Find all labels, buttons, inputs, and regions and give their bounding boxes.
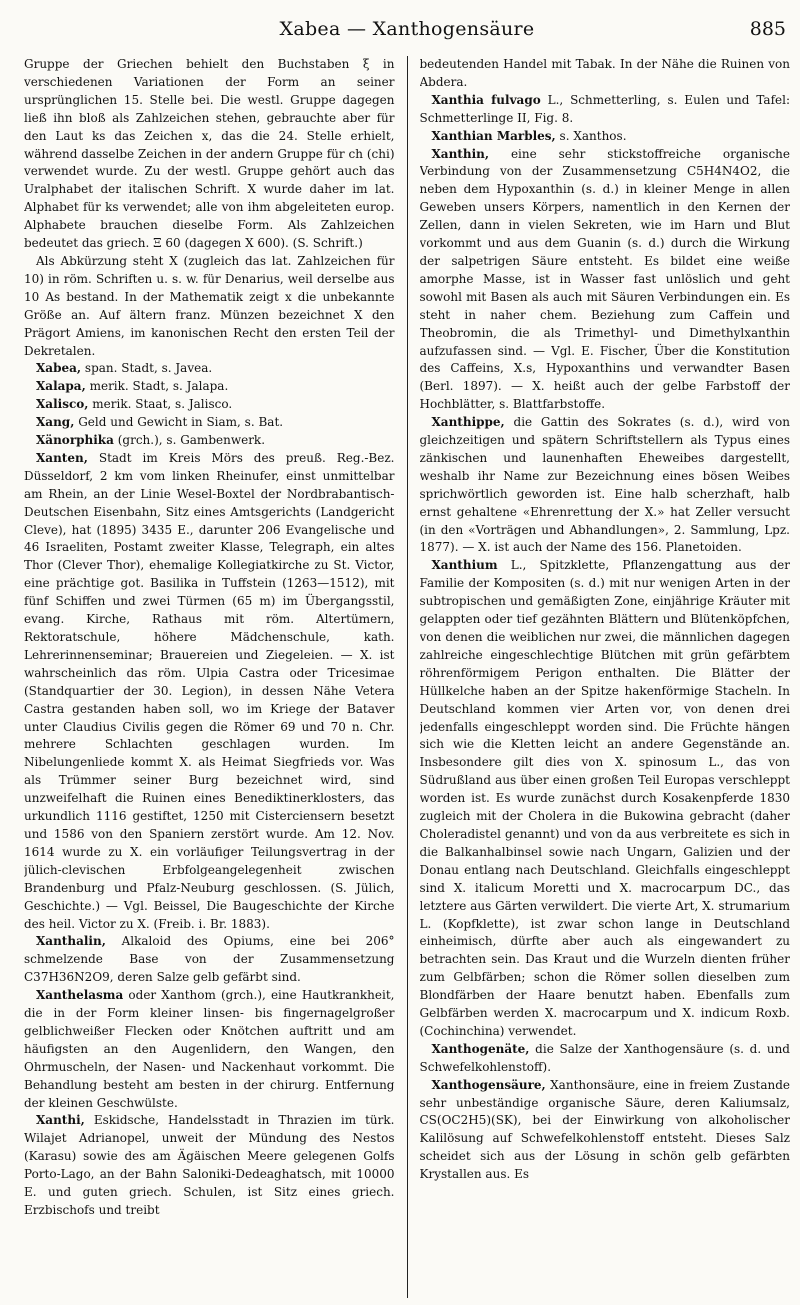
text-columns bbox=[24, 56, 790, 1298]
entry-text: die Salze der Xanthogensäure (s. d. und Schwefelkohlenstoff). bbox=[419, 1041, 790, 1074]
entry-text: Stadt im Kreis Mörs des preuß. Reg.-Bez. Düsseldorf, 2 km vom linken Rheinufer, einst unmittelbar am Rhein, an der Linie Wesel-Boxtel der Nordbrabantisch-Deutschen Eisenbahn, Sitz eines Amtsgerichts (Landgericht Cleve), hat (1895) 3435 E., darunter 206 Evangelische und 46 Israeliten, Postamt zweiter Klasse, Telegraph, ein altes Thor (Clever Thor), ehemalige Kollegiatkirche zu St. Victor, eine prächtige got. Basilika in Tuffstein (1263—1512), mit fünf Schiffen und zwei Türmen (65 m) im Übergangsstil, evang. Kirche, Rathaus mit röm. Altertümern, Rektoratschule, höhere Mädchenschule, kath. Lehrerinnenseminar; Brauereien und Ziegeleien. — X. ist wahrscheinlich das röm. Ulpia Castra oder Tricesimae (Standquartier der 30. Legion), in dessen Nähe Vetera Castra gestanden haben soll, wo im Kriege der Bataver unter Claudius Civilis gegen die Römer 69 und 70 n. Chr. mehrere Schlachten geschlagen wurden. Im Nibelungenliede kommt X. als Heimat Siegfrieds vor. Was als Trümmer seiner Burg bezeichnet wird, sind unzweifelhaft die Ruinen eines Benediktinerklosters, das urkundlich 1116 gestiftet, 1250 mit Cisterciensern besetzt und 1586 von den Spaniern zerstört wurde. Am 12. Nov. 1614 wurde zu X. ein vorläufiger Teilungsvertrag in der jülich-clevischen Erbfolgeangelegenheit zwischen Brandenburg und Pfalz-Neuburg geschlossen. (S. Jülich, Geschichte.) — Vgl. Beissel, Die Baugeschichte der Kirche des heil. Victor zu X. (Freib. i. Br. 1883). bbox=[24, 450, 395, 931]
dictionary-entry bbox=[420, 56, 791, 92]
entry-text: Als Abkürzung steht X (zugleich das lat. Zahlzeichen für 10) in röm. Schriften u. s. w. für Denarius, weil derselbe aus 10 As bestand. In der Mathematik zeigt x die unbekannte Größe an. Auf ältern franz. Münzen bezeichnet X den Prägort Amiens, im kanonischen Recht den ersten Teil der Dekretalen. bbox=[24, 253, 395, 358]
entry-text: Alkaloid des Opiums, eine bei 206° schmelzende Base von der Zusammensetzung C37H36N2O9, deren Salze gelb gefärbt sind. bbox=[24, 934, 395, 985]
entry-headword: Xalisco, bbox=[36, 397, 89, 412]
entry-text: (grch.), s. Gambenwerk. bbox=[117, 433, 266, 448]
dictionary-entry bbox=[420, 1041, 791, 1077]
entry-text: bedeutenden Handel mit Tabak. In der Nähe die Ruinen von Abdera. bbox=[419, 57, 790, 89]
entry-headword: Xanthia fulvago bbox=[431, 92, 541, 107]
entry-headword: Xabea, bbox=[36, 361, 82, 376]
entry-text: Eskidsche, Handelsstadt in Thrazien im türk. Wilajet Adrianopel, unweit der Mündung des Nestos (Karasu) sowie des am Ägäischen Meere gelegenen Golfs Porto-Lago, an der Bahn Saloniki-Dedeaghatsch, mit 10000 E. und guten griech. Schulen, ist Sitz eines griech. Erzbischofs und treibt bbox=[24, 1113, 395, 1217]
entry-headword: Xanthian Marbles, bbox=[431, 128, 556, 143]
dictionary-entry bbox=[24, 987, 395, 1112]
entry-headword: Xalapa, bbox=[36, 379, 86, 394]
dictionary-entry bbox=[420, 1077, 791, 1184]
dictionary-entry bbox=[420, 146, 791, 415]
entry-headword: Xanthium bbox=[431, 558, 498, 573]
entry-text: s. Xanthos. bbox=[559, 128, 627, 143]
entry-headword: Xanthalin, bbox=[36, 934, 106, 949]
right-column bbox=[420, 56, 791, 1298]
entry-headword: Xanthelasma bbox=[36, 988, 124, 1003]
dictionary-entry bbox=[24, 378, 395, 396]
entry-headword: Xang, bbox=[36, 415, 75, 430]
entry-text: Geld und Gewicht in Siam, s. Bat. bbox=[78, 415, 284, 430]
running-title: Xabea — Xanthogensäure bbox=[279, 18, 535, 40]
dictionary-entry bbox=[24, 432, 395, 450]
dictionary-entry bbox=[420, 128, 791, 146]
entry-headword: Xanthogensäure, bbox=[431, 1077, 546, 1092]
entry-text: L., Schmetterling, s. Eulen und Tafel: Schmetterlinge II, Fig. 8. bbox=[419, 92, 790, 125]
page-number: 885 bbox=[749, 18, 786, 40]
dictionary-entry bbox=[24, 56, 395, 253]
entry-text: merik. Stadt, s. Jalapa. bbox=[89, 379, 229, 394]
left-column bbox=[24, 56, 395, 1298]
entry-text: L., Spitzklette, Pflanzengattung aus der Familie der Kompositen (s. d.) mit nur wenigen Arten in der subtropischen und gemäßigten Zone, einjährige Kräuter mit gelappten oder tief gezähnten Blättern und Blütenköpfchen, von denen die weiblichen nur zwei, die männlichen dagegen zahlreiche eingeschlechtige Blütchen mit grün gefärbtem röhrenförmigem Perigon enthalten. Die Blätter der Hüllkelche haben an der Spitze hakenförmige Stacheln. In Deutschland kommen vier Arten vor, von denen drei jedenfalls eingeschleppt worden sind. Die Früchte hängen sich wie die Kletten leicht an andere Gegenstände an. Insbesondere gilt dies von X. spinosum L., das von Südrußland aus über einen großen Teil Europas verschleppt worden ist. Es wurde zunächst durch Kosakenpferde 1830 zugleich mit der Cholera in die Bukowina gebracht (daher Choleradistel genannt) und von da aus verbreitete es sich in die Balkanhalbinsel sowie nach Ungarn, Galizien und der Donau entlang nach Deutschland. Gleichfalls eingeschleppt sind X. italicum Moretti und X. macrocarpum DC., das letztere aus Gärten verwildert. Die vierte Art, X. strumarium L. (Kopfklette), ist zwar schon lange in Deutschland einheimisch, dürfte aber auch als eingewandert zu betrachten sein. Das Kraut und die Wurzeln dienten früher zum Gelbfärben; schon die Römer sollen dieselben zum Blondfärben der Haare benutzt haben. Ebenfalls zum Gelbfärben werden X. macrocarpum und X. indicum Roxb. (Cochinchina) verwendet. bbox=[419, 558, 790, 1038]
dictionary-entry bbox=[24, 450, 395, 933]
entry-text: span. Stadt, s. Javea. bbox=[84, 361, 213, 376]
dictionary-entry bbox=[420, 92, 791, 128]
column-divider bbox=[407, 56, 408, 1298]
entry-text: oder Xanthom (grch.), eine Hautkrankheit, die in der Form kleiner linsen- bis fingernagelgroßer gelblichweißer Flecken oder Knötchen auftritt und am häufigsten an den Augenlidern, den Wangen, den Ohrmuscheln, der Nasen- und Nackenhaut vorkommt. Die Behandlung besteht am besten in der chirurg. Entfernung der kleinen Geschwülste. bbox=[24, 988, 395, 1110]
page-header bbox=[24, 0, 790, 40]
dictionary-entry bbox=[24, 360, 395, 378]
dictionary-entry bbox=[420, 414, 791, 557]
entry-text: merik. Staat, s. Jalisco. bbox=[92, 397, 233, 412]
dictionary-entry bbox=[24, 933, 395, 987]
entry-headword: Xanthogenäte, bbox=[431, 1041, 530, 1056]
dictionary-entry bbox=[24, 253, 395, 360]
entry-text: die Gattin des Sokrates (s. d.), wird von gleichzeitigen und spätern Schriftstellern als Typus eines zänkischen und launenhaften Eheweibes dargestellt, weshalb ihr Name zur Bezeichnung eines bösen Weibes sprichwörtlich geworden ist. Eine halb scherzhaft, halb ernst gehaltene «Ehrenrettung der X.» hat Zeller versucht (in den «Vorträgen und Abhandlungen», 2. Sammlung, Lpz. 1877). — X. ist auch der Name des 156. Planetoiden. bbox=[419, 415, 790, 555]
dictionary-entry bbox=[24, 1112, 395, 1219]
entry-text: eine sehr stickstoffreiche organische Verbindung von der Zusammensetzung C5H4N4O2, die neben dem Hypoxanthin (s. d.) in kleiner Menge in allen Geweben unsers Körpers, namentlich in den Kernen der Zellen, dann in vielen Sekreten, wie im Harn und Blut vorkommt und aus dem Guanin (s. d.) durch die Wirkung der salpetrigen Säure entsteht. Es bildet eine weiße amorphe Masse, ist in Wasser fast unlöslich und geht sowohl mit Basen als auch mit Säuren Verbindungen ein. Es steht in naher chem. Beziehung zum Caffein und Theobromin, die als Trimethyl- und Dimethylxanthin aufzufassen sind. — Vgl. E. Fischer, Über die Konstitution des Caffeins, X.s, Hypoxanthins und verwandter Basen (Berl. 1897). — X. heißt auch der gelbe Farbstoff der Hochblätter, s. Blattfarbstoffe. bbox=[419, 146, 790, 412]
dictionary-entry bbox=[420, 557, 791, 1040]
entry-headword: Xanten, bbox=[36, 450, 88, 465]
entry-headword: Xänorphika bbox=[36, 433, 114, 448]
entry-headword: Xanthi, bbox=[36, 1113, 85, 1128]
dictionary-entry bbox=[24, 414, 395, 432]
entry-text: Gruppe der Griechen behielt den Buchstaben ξ in verschiedenen Variationen der Form an seiner ursprünglichen 15. Stelle bei. Die westl. Gruppe dagegen ließ ihn bloß als Zahlzeichen stehen, gebrauchte aber für den Laut ks das Zeichen x, das die 24. Stelle erhielt, während dasselbe Zeichen in der andern Gruppe für ch (chi) verwendet wurde. Zu der westl. Gruppe gehört auch das Uralphabet der italischen Schrift. X wurde daher im lat. Alphabet für ks verwendet; alle von ihm abgeleiteten europ. Alphabete brauchen dieselbe Form. Als Zahlzeichen bedeutet das griech. Ξ 60 (dagegen X 600). (S. Schrift.) bbox=[24, 57, 395, 251]
entry-headword: Xanthin, bbox=[431, 146, 490, 161]
entry-headword: Xanthippe, bbox=[431, 415, 505, 430]
dictionary-entry bbox=[24, 396, 395, 414]
entry-text: Xanthonsäure, eine in freiem Zustande sehr unbeständige organische Säure, deren Kaliumsalz, CS(OC2H5)(SK), bei der Einwirkung von alkoholischer Kalilösung auf Schwefelkohlenstoff entsteht. Dieses Salz scheidet sich aus der Lösung in schön gelb gefärbten Krystallen aus. Es bbox=[419, 1077, 790, 1182]
